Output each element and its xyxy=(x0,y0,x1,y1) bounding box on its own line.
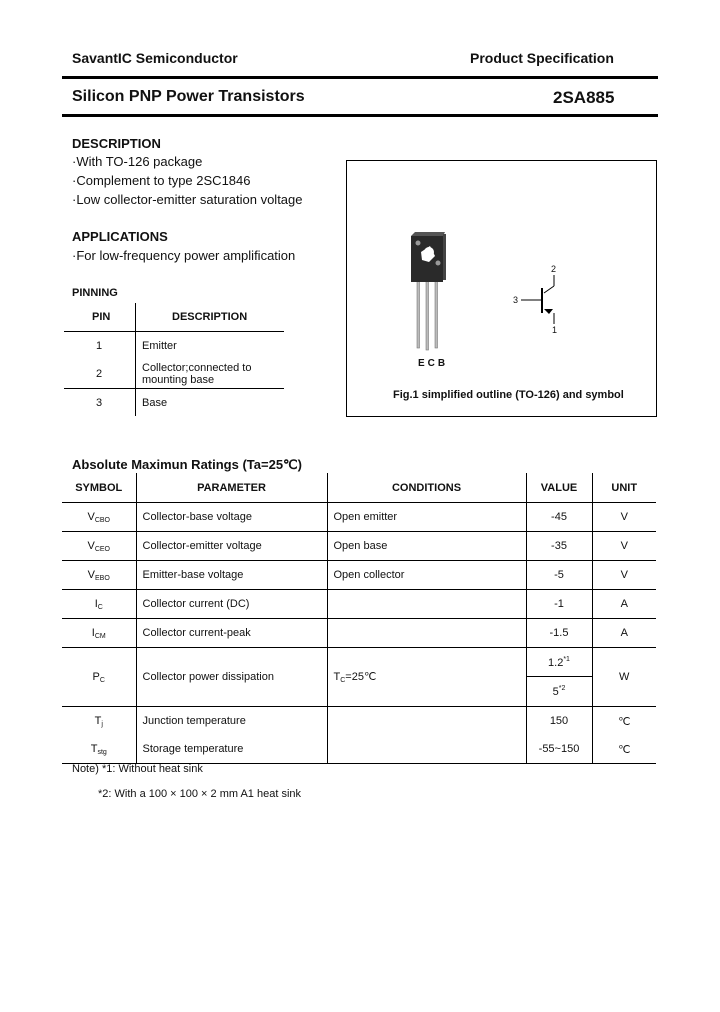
table-row xyxy=(62,648,656,677)
applications-heading: APPLICATIONS xyxy=(72,229,168,244)
note-1: Note) *1: Without heat sink xyxy=(72,763,203,775)
parameter-cell: Collector-emitter voltage xyxy=(136,532,327,561)
table-row xyxy=(62,735,656,764)
conditions-cell xyxy=(327,590,526,619)
value-cell: -45 xyxy=(526,503,592,532)
conditions-cell xyxy=(327,735,526,764)
transistor-package-image xyxy=(405,230,455,355)
parameter-cell: Collector-base voltage xyxy=(136,503,327,532)
description-heading: DESCRIPTION xyxy=(72,136,161,151)
pin-number: 3 xyxy=(96,397,103,409)
col-conditions: CONDITIONS xyxy=(327,473,526,503)
symbol-cell: $V_{CEO}$ xyxy=(62,532,136,561)
table-row xyxy=(62,590,656,619)
value-cell: -1 xyxy=(526,590,592,619)
company-name: SavantIC Semiconductor xyxy=(72,50,238,66)
pin-order-label: ECB xyxy=(418,358,449,369)
pin-description: Emitter xyxy=(142,340,177,352)
value-cell: -1.5 xyxy=(526,619,592,648)
page-title: Silicon PNP Power Transistors xyxy=(72,88,305,105)
unit-cell: A xyxy=(592,590,656,619)
value-cell: 5$^{*2}$ xyxy=(526,677,592,707)
symbol-pin-2: 2 xyxy=(551,264,557,274)
table-header-row xyxy=(62,473,656,503)
pin-description: mounting base xyxy=(142,374,215,386)
col-symbol: SYMBOL xyxy=(62,473,136,503)
col-value: VALUE xyxy=(526,473,592,503)
pnp-transistor-symbol xyxy=(508,262,568,337)
parameter-cell: Emitter-base voltage xyxy=(136,561,327,590)
header-divider xyxy=(62,76,658,79)
symbol-cell: $P_C$ xyxy=(62,648,136,707)
pin-description: Base xyxy=(142,397,168,409)
symbol-cell: $T_j$ xyxy=(94,714,103,728)
col-unit: UNIT xyxy=(592,473,656,503)
unit-cell: A xyxy=(592,619,656,648)
application-item: ·For low-frequency power amplification xyxy=(72,248,296,263)
symbol-cell: $V_{EBO}$ xyxy=(62,561,136,590)
pinning-col-pin: PIN xyxy=(92,311,111,323)
table-row xyxy=(62,503,656,532)
unit-cell: ℃ xyxy=(592,735,656,764)
unit-cell: ℃ xyxy=(592,707,656,736)
conditions-cell: Open emitter xyxy=(327,503,526,532)
ratings-heading: Absolute Maximun Ratings (Ta=25℃) xyxy=(72,457,302,472)
figure-caption: Fig.1 simplified outline (TO-126) and symbol xyxy=(393,389,624,401)
parameter-cell: Storage temperature xyxy=(136,735,327,764)
title-divider xyxy=(62,114,658,117)
figure-box xyxy=(346,160,657,417)
col-parameter: PARAMETER xyxy=(136,473,327,503)
conditions-cell: Open base xyxy=(327,532,526,561)
pinning-row-rule xyxy=(64,388,284,389)
part-number: 2SA885 xyxy=(553,88,615,107)
symbol-pin-1: 1 xyxy=(552,325,558,335)
conditions-cell: Open collector xyxy=(327,561,526,590)
note-2: *2: With a 100 × 100 × 2 mm A1 heat sink xyxy=(98,788,302,800)
table-row xyxy=(62,619,656,648)
pinning-heading: PINNING xyxy=(72,287,118,299)
value-cell: -5 xyxy=(526,561,592,590)
unit-cell: V xyxy=(592,561,656,590)
table-row xyxy=(62,561,656,590)
description-item: ·Low collector-emitter saturation voltage xyxy=(72,192,303,207)
symbol-cell: $T_{stg}$ xyxy=(62,735,136,764)
unit-cell: W xyxy=(592,648,656,707)
unit-cell: V xyxy=(592,503,656,532)
description-item: ·With TO-126 package xyxy=(72,154,203,169)
doc-type: Product Specification xyxy=(470,50,614,66)
symbol-cell: $V_{CBO}$ xyxy=(62,503,136,532)
value-cell: -55~150 xyxy=(526,735,592,764)
conditions-cell xyxy=(327,619,526,648)
value-cell: 150 xyxy=(526,707,592,736)
symbol-cell: $I_C$ xyxy=(62,590,136,619)
parameter-cell: Junction temperature xyxy=(136,707,327,736)
table-row xyxy=(62,707,656,736)
pinning-header-rule xyxy=(64,331,284,332)
conditions-cell xyxy=(327,707,526,736)
ratings-table xyxy=(62,473,656,764)
pin-number: 2 xyxy=(96,368,103,380)
table-row xyxy=(62,532,656,561)
unit-cell: V xyxy=(592,532,656,561)
pinning-col-desc: DESCRIPTION xyxy=(172,311,248,323)
parameter-cell: Collector power dissipation xyxy=(136,648,327,707)
conditions-cell: $T_C=25℃$ xyxy=(327,648,526,707)
description-item: ·Complement to type 2SC1846 xyxy=(72,173,251,188)
pinning-col-divider xyxy=(135,303,136,416)
value-cell: -35 xyxy=(526,532,592,561)
symbol-pin-3: 3 xyxy=(513,295,519,305)
parameter-cell: Collector current (DC) xyxy=(136,590,327,619)
pin-description: Collector;connected to xyxy=(142,362,252,374)
value-cell: 1.2$^{*1}$ xyxy=(526,648,592,677)
pin-number: 1 xyxy=(96,340,103,352)
symbol-cell: $I_{CM}$ xyxy=(62,619,136,648)
parameter-cell: Collector current-peak xyxy=(136,619,327,648)
